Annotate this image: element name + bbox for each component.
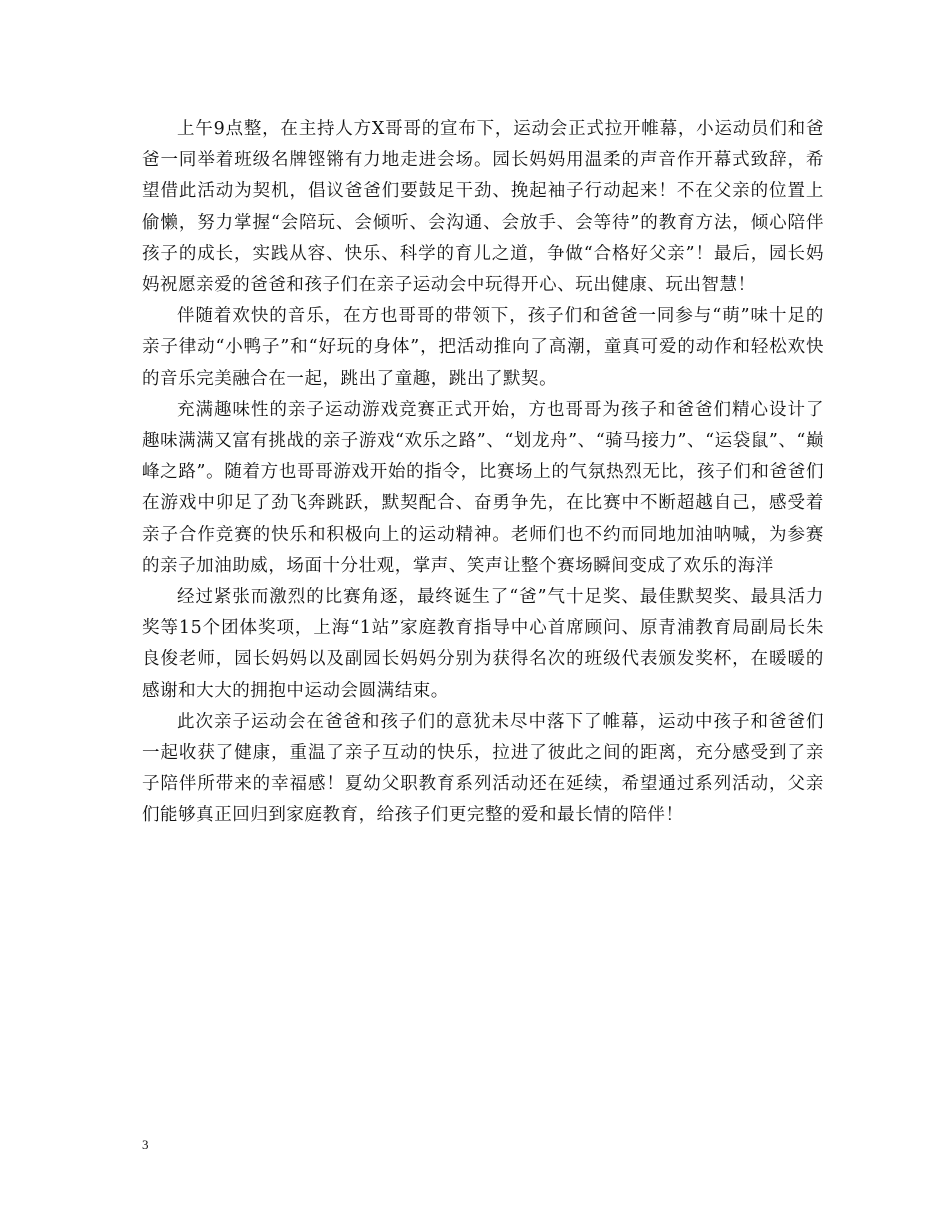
paragraph-opening-ceremony: 上午9点整，在主持人方X哥哥的宣布下，运动会正式拉开帷幕，小运动员们和爸爸一同举着班级名牌铿锵有力地走进会场。园长妈妈用温柔的声音作开幕式致辞，希望借此活动为契机，倡议爸爸们要鼓足干劲、挽起袖子行动起来！不在父亲的位置上偷懒，努力掌握“会陪玩、会倾听、会沟通、会放手、会等待”的教育方法，倾心陪伴孩子的成长，实践从容、快乐、科学的育儿之道，争做“合格好父亲”！最后，园长妈妈祝愿亲爱的爸爸和孩子们在亲子运动会中玩得开心、玩出健康、玩出智慧！ <box>142 119 824 296</box>
paragraph-awards: 经过紧张而激烈的比赛角逐，最终诞生了“爸”气十足奖、最佳默契奖、最具活力奖等15个团体奖项，上海“1站”家庭教育指导中心首席顾问、原青浦教育局副局长朱良俊老师，园长妈妈以及副园长妈妈分别为获得名次的班级代表颁发奖杯，在暖暖的感谢和大大的拥抱中运动会圆满结束。 <box>142 587 824 701</box>
paragraph-parent-child-rhythm: 伴随着欢快的音乐，在方也哥哥的带领下，孩子们和爸爸一同参与“萌”味十足的亲子律动“小鸭子”和“好玩的身体”，把活动推向了高潮，童真可爱的动作和轻松欢快的音乐完美融合在一起，跳出了童趣，跳出了默契。 <box>142 306 824 389</box>
article-body <box>142 114 824 832</box>
paragraph-closing: 此次亲子运动会在爸爸和孩子们的意犹未尽中落下了帷幕，运动中孩子和爸爸们一起收获了健康，重温了亲子互动的快乐，拉进了彼此之间的距离，充分感受到了亲子陪伴所带来的幸福感！夏幼父职教育系列活动还在延续，希望通过系列活动，父亲们能够真正回归到家庭教育，给孩子们更完整的爱和最长情的陪伴！ <box>142 711 824 826</box>
paragraph-game-competition: 充满趣味性的亲子运动游戏竞赛正式开始，方也哥哥为孩子和爸爸们精心设计了趣味满满又富有挑战的亲子游戏“欢乐之路”、“划龙舟”、“骑马接力”、“运袋鼠”、“巅峰之路”。随着方也哥哥游戏开始的指令，比赛场上的气氛热烈无比，孩子们和爸爸们在游戏中卯足了劲飞奔跳跃，默契配合、奋勇争先，在比赛中不断超越自己，感受着亲子合作竞赛的快乐和积极向上的运动精神。老师们也不约而同地加油呐喊，为参赛的亲子加油助威，场面十分壮观，掌声、笑声让整个赛场瞬间变成了欢乐的海洋 <box>142 399 824 576</box>
page-number: 3 <box>142 1137 149 1152</box>
